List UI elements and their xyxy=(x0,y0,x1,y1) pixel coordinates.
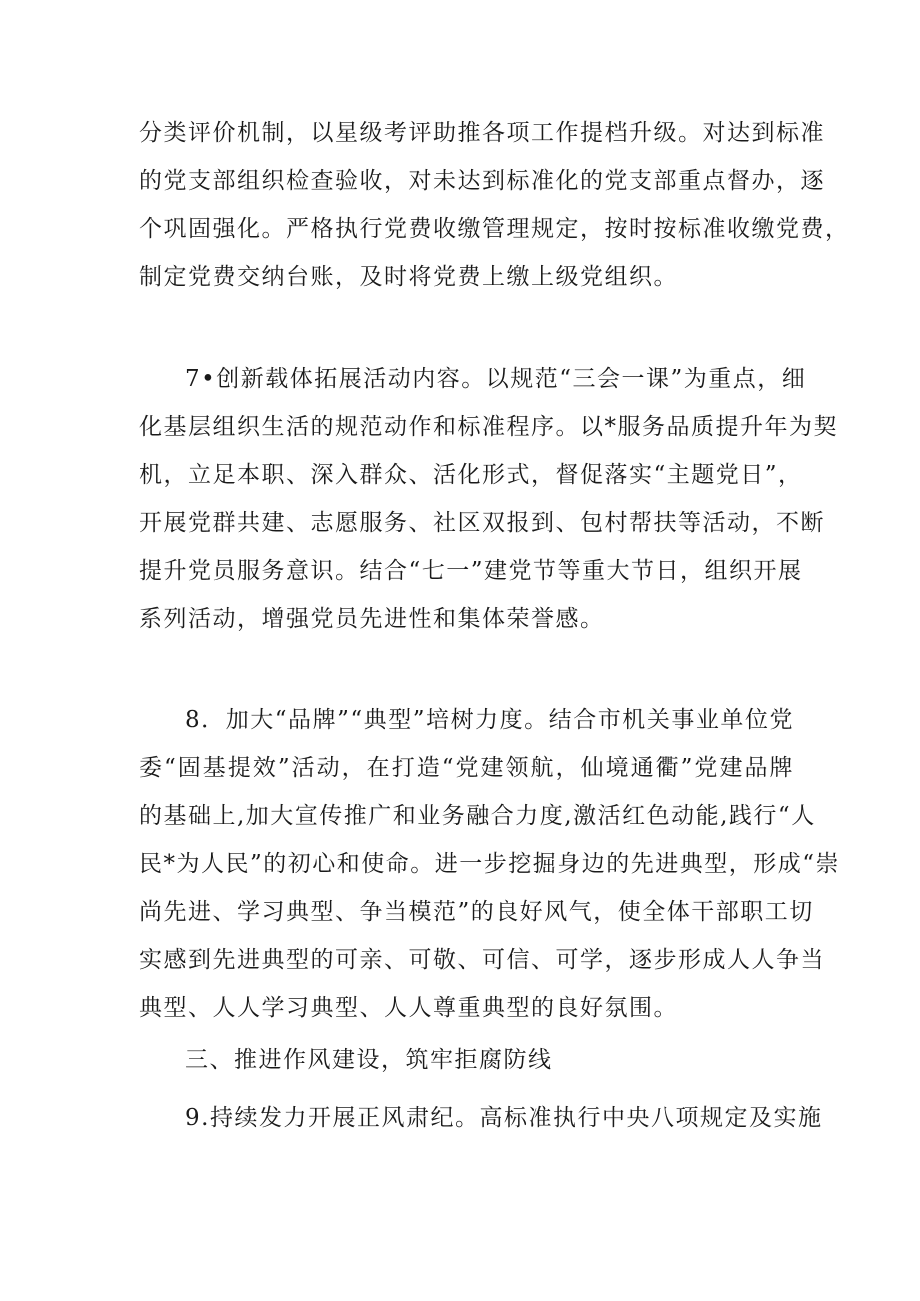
text-line: 机，立足本职、深入群众、活化形式，督促落实“主题党日”， xyxy=(139,462,803,488)
section-heading-3 xyxy=(139,1036,794,1084)
text-line: 9.持续发力开展正风肃纪。高标准执行中央八项规定及实施 xyxy=(185,1105,823,1131)
text-line: 提升党员服务意识。结合“七一”建党节等重大节日，组织开展 xyxy=(139,558,803,584)
paragraph-item-9 xyxy=(139,1094,823,1142)
text-line: 的党支部组织检查验收，对未达到标准化的党支部重点督办，逐 xyxy=(139,168,825,194)
text-line: 7•创新载体拓展活动内容。以规范“三会一课”为重点，细 xyxy=(185,366,807,392)
paragraph-item-8 xyxy=(139,696,841,1032)
text-line: 典型、人人学习典型、人人尊重典型的良好氛围。 xyxy=(139,995,678,1021)
heading-line: 三、推进作风建设，筑牢拒腐防线 xyxy=(185,1047,553,1073)
text-line: 个巩固强化。严格执行党费收缴管理规定，按时按标准收缴党费， xyxy=(139,216,850,242)
text-line: 实感到先进典型的可亲、可敬、可信、可学，逐步形成人人争当 xyxy=(139,947,825,973)
text-line: 系列活动，增强党员先进性和集体荣誉感。 xyxy=(139,606,605,632)
text-line: 的基础上,加大宣传推广和业务融合力度,激活红色动能,践行“人 xyxy=(139,803,816,829)
text-line: 委“固基提效”活动，在打造“党建领航，仙境通衢”党建品牌 xyxy=(139,755,794,781)
paragraph-item-7 xyxy=(139,355,838,643)
text-line: 分类评价机制，以星级考评助推各项工作提档升级。对达到标准 xyxy=(139,120,825,146)
text-line: 民*为人民”的初心和使命。进一步挖掘身边的先进典型，形成“崇 xyxy=(139,851,841,877)
text-line: 化基层组织生活的规范动作和标准程序。以*服务品质提升年为契 xyxy=(139,414,838,440)
text-line: 8．加大“品牌”“典型”培树力度。结合市机关事业单位党 xyxy=(185,707,794,733)
paragraph-rating-mechanism xyxy=(139,109,850,301)
text-line: 开展党群共建、志愿服务、社区双报到、包村帮扶等活动，不断 xyxy=(139,510,825,536)
text-line: 尚先进、学习典型、争当模范”的良好风气，使全体干部职工切 xyxy=(139,899,814,925)
text-line: 制定党费交纳台账，及时将党费上缴上级党组织。 xyxy=(139,264,678,290)
